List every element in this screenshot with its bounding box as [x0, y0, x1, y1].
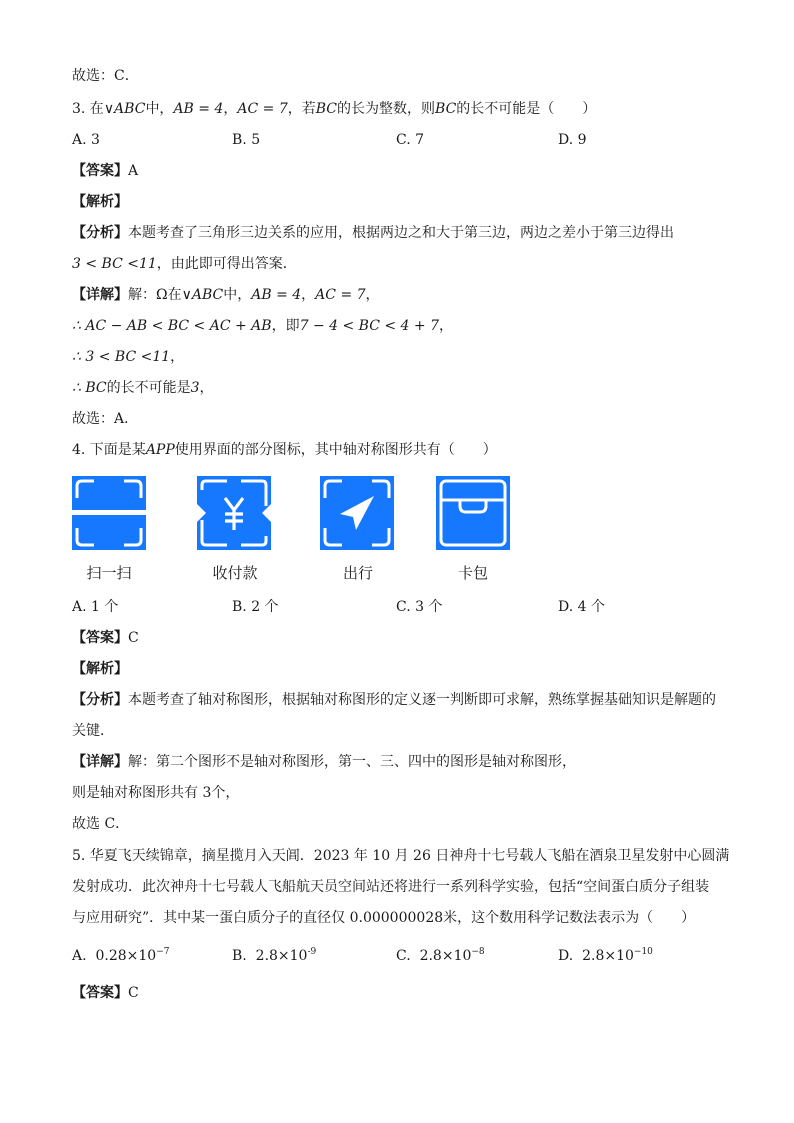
- q3-option-d: D. 9: [558, 132, 587, 148]
- q3-xj2-a: ∴ AC − AB < BC < AC + AB: [72, 318, 272, 334]
- q3-ab: AB = 4: [173, 101, 224, 117]
- q4-stem-p1: 4. 下面是某: [72, 442, 146, 458]
- q4-option-a: A. 1 个: [72, 599, 119, 615]
- q4-stem: [72, 440, 497, 460]
- scan-icon: [72, 476, 146, 550]
- q3-stem-p3: ，: [223, 101, 238, 117]
- q4-fenxi-line1: 本题考查了轴对称图形，根据轴对称图形的定义逐一判断即可求解，熟练掌握基础知识是解题的: [128, 692, 716, 708]
- q4-icon-row: [72, 476, 532, 556]
- q3-xj3-a: ∴ 3 < BC <11: [72, 349, 171, 365]
- q3-fenxi: [72, 223, 674, 243]
- q5-option-a-base: 0.28×10: [95, 948, 157, 964]
- q4-answer-value: C: [128, 630, 139, 646]
- q3-xiangjie-line1: [72, 285, 380, 305]
- q5-stem-line2: 发射成功．此次神舟十七号载人飞船航天员空间站还将进行一系列科学实验，包括“空间蛋白质分子组装: [72, 879, 710, 895]
- q5-option-a: [72, 946, 169, 966]
- q3-stem-p6: 的长不可能是（ ）: [456, 101, 597, 117]
- q4-xj1: 解：第二个图形不是轴对称图形，第一、三、四中的图形是轴对称图形，: [128, 754, 576, 770]
- q5-option-d-exp: −10: [633, 947, 653, 957]
- q4-stem-app: APP: [145, 442, 175, 458]
- q4-xiangjie-line1: [72, 752, 576, 772]
- q3-jiexi: 【解析】: [72, 194, 128, 210]
- q3-fenxi-inequality: 3 < BC <11: [72, 256, 157, 272]
- q5-option-b-base: 2.8×10: [255, 948, 308, 964]
- icon-label-travel: 出行: [342, 564, 373, 582]
- q5-stem-line3: 与应用研究”．其中某一蛋白质分子的直径仅 0.000000028米，这个数用科学记数法表示为（ ）: [72, 910, 696, 926]
- q4-answer: [72, 628, 139, 648]
- q3-bc2: BC: [435, 101, 457, 117]
- q3-xj2-d: ，: [439, 318, 454, 334]
- q5-option-c-exp: −8: [471, 947, 485, 957]
- q5-answer-value: C: [128, 985, 139, 1001]
- q3-xj3-b: ，: [170, 349, 185, 365]
- q3-xj1-c: ∨ABC: [181, 287, 224, 303]
- q3-answer-tag: 【答案】: [72, 163, 128, 179]
- icon-label-cardpack: 卡包: [457, 564, 488, 582]
- q3-fenxi-line1: 本题考查了三角形三边关系的应用，根据两边之和大于第三边，两边之差小于第三边得出: [128, 225, 674, 241]
- q3-stem: [72, 99, 596, 119]
- card-wallet-icon: [436, 476, 510, 550]
- q5-option-a-letter: A.: [72, 948, 87, 964]
- navigation-arrow-icon: [320, 476, 394, 550]
- q3-option-a: A. 3: [72, 132, 100, 148]
- q3-ac: AC = 7: [237, 101, 288, 117]
- q5-option-b-exp: -9: [307, 947, 317, 957]
- q3-xj1-d: 中，: [223, 287, 252, 303]
- q3-xj4-c: 3: [190, 380, 200, 396]
- q4-fenxi-tag: 【分析】: [72, 692, 128, 708]
- q3-xj1-f: ，: [301, 287, 316, 303]
- q3-stem-p4: ，若: [287, 101, 316, 117]
- q3-bc: BC: [315, 101, 338, 117]
- q4-xiangjie-tag: 【详解】: [72, 754, 128, 770]
- q5-option-c-letter: C.: [396, 948, 411, 964]
- q3-xj2-b: ，即: [271, 318, 300, 334]
- q3-answer-value: A: [128, 163, 139, 179]
- q4-answer-tag: 【答案】: [72, 630, 128, 646]
- q5-option-c: [396, 946, 485, 966]
- yen-payment-icon: [197, 476, 271, 550]
- q4-fenxi-line2: 关键．: [72, 723, 114, 739]
- q3-xj4-d: ，: [199, 380, 214, 396]
- q4-jiexi: 【解析】: [72, 661, 128, 677]
- q4-fenxi: [72, 690, 716, 710]
- q5-option-b: [232, 946, 316, 966]
- q3-fenxi-tag: 【分析】: [72, 225, 128, 241]
- q5-option-d-letter: D.: [558, 948, 574, 964]
- q4-option-d: D. 4 个: [558, 599, 605, 615]
- q3-xiangjie-line2: [72, 316, 453, 336]
- q3-xj1-a: 解：: [128, 287, 156, 303]
- q4-option-b: B. 2 个: [232, 599, 279, 615]
- q3-xiangjie-line4: [72, 378, 214, 398]
- q3-xj1-g: AC = 7: [315, 287, 366, 303]
- q3-stem-p1: 3. 在: [72, 101, 104, 117]
- q3-fenxi-line2-text: ，由此即可得出答案．: [156, 256, 297, 272]
- q5-option-c-base: 2.8×10: [419, 948, 472, 964]
- q5-option-b-letter: B.: [232, 948, 247, 964]
- q3-xiangjie-line3: [72, 347, 184, 367]
- q3-option-b: B. 5: [232, 132, 261, 148]
- q3-option-c: C. 7: [396, 132, 425, 148]
- q3-stem-p2: 中，: [145, 101, 174, 117]
- q4-conclusion: 故选 C．: [72, 816, 130, 832]
- q5-answer-tag: 【答案】: [72, 985, 128, 1001]
- q3-xj1-e: AB = 4: [251, 287, 302, 303]
- q5-option-d-base: 2.8×10: [582, 948, 634, 964]
- q3-fenxi-line2: [72, 254, 297, 274]
- q4-stem-p2: 使用界面的部分图标，其中轴对称图形共有（ ）: [174, 442, 497, 458]
- q3-xj4-b: 的长不可能是: [106, 380, 191, 396]
- icon-label-payment: 收付款: [212, 564, 258, 582]
- q3-xj1-h: ，: [365, 287, 380, 303]
- q5-stem-line1: 5. 华夏飞天续锦章，摘星揽月入天阊．2023 年 10 月 26 日神舟十七号载人飞船在酒泉卫星发射中心圆满: [72, 848, 730, 864]
- q3-xiangjie-tag: 【详解】: [72, 287, 128, 303]
- q3-xj4-a: ∴ BC: [72, 380, 107, 396]
- q5-option-d: [558, 946, 653, 966]
- q3-triangle: ∨ABC: [103, 101, 146, 117]
- q3-xj2-c: 7 − 4 < BC < 4 + 7: [299, 318, 440, 334]
- q2-conclusion: 故选：C．: [72, 68, 139, 84]
- q3-answer: [72, 161, 138, 181]
- q3-xj1-b: Ω在: [156, 287, 182, 303]
- q3-stem-p5: 的长为整数，则: [337, 101, 436, 117]
- q5-answer: [72, 983, 139, 1003]
- q5-option-a-exp: −7: [156, 947, 170, 957]
- q3-conclusion: 故选：A．: [72, 411, 139, 427]
- q4-option-c: C. 3 个: [396, 599, 443, 615]
- q4-xiangjie-line2: 则是轴对称图形共有 3个，: [72, 785, 240, 801]
- icon-label-scan: 扫一扫: [86, 564, 132, 582]
